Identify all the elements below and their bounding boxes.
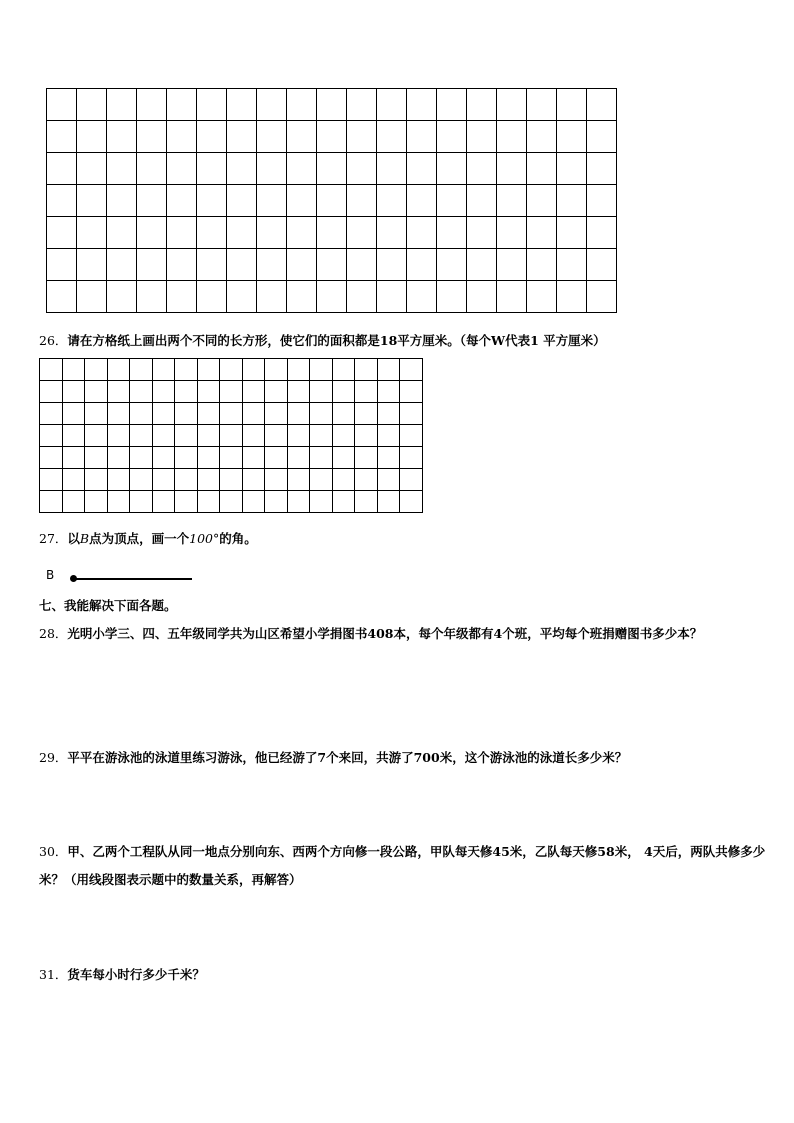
grid-cell [197,121,227,153]
grid-cell [227,249,257,281]
grid-cell [467,281,497,313]
grid-cell [377,425,400,447]
grid-cell [467,153,497,185]
grid-cell [377,491,400,513]
grid-cell [377,447,400,469]
grid-cell [557,217,587,249]
grid-cell [287,491,310,513]
grid-cell [220,447,243,469]
question-number: 29． [39,750,68,765]
grid-cell [85,359,108,381]
grid-cell [355,359,378,381]
grid-cell [287,249,317,281]
grid-cell [332,447,355,469]
grid-cell [587,249,617,281]
grid-cell [377,185,407,217]
grid-cell [40,469,63,491]
grid-cell [107,403,130,425]
grid-cell [310,491,333,513]
grid-cell [587,217,617,249]
grid-cell [47,249,77,281]
grid-row [40,469,423,491]
grid-cell [287,185,317,217]
grid-cell [497,249,527,281]
grid-cell [85,425,108,447]
grid-cell [310,469,333,491]
grid-cell [557,121,587,153]
grid-cell [62,491,85,513]
grid-cell [557,89,587,121]
grid-cell [377,249,407,281]
grid-cell [377,281,407,313]
square-grid-1 [46,88,617,313]
grid-cell [317,153,347,185]
grid-cell [197,249,227,281]
grid-cell [257,121,287,153]
grid-cell [62,359,85,381]
question-number: 30． [39,844,68,859]
grid-cell [347,281,377,313]
grid-cell [220,469,243,491]
question-text: 甲、乙两个工程队从同一地点分别向东、西两个方向修一段公路，甲队每天修45米，乙队每天修58米， 4天后，两队共修多少米？（用线段图表示题中的数量关系，再解答） [39,844,766,887]
grid-row [47,153,617,185]
grid-cell [437,121,467,153]
grid-cell [152,447,175,469]
grid-cell [332,425,355,447]
grid-cell [317,217,347,249]
grid-cell [197,425,220,447]
grid-cell [175,381,198,403]
grid-cell [40,381,63,403]
grid-cell [587,153,617,185]
grid-cell [107,249,137,281]
grid-cell [107,217,137,249]
grid-cell [557,281,587,313]
grid-cell [400,403,423,425]
grid-cell [355,469,378,491]
grid-cell [242,491,265,513]
grid-cell [527,153,557,185]
grid-cell [527,217,557,249]
grid-cell [137,89,167,121]
grid-cell [437,217,467,249]
grid-cell [310,425,333,447]
grid-cell [527,281,557,313]
grid-cell [377,359,400,381]
grid-cell [130,425,153,447]
grid-cell [287,153,317,185]
question-text: 货车每小时行多少千米？ [67,967,205,982]
grid-cell [257,89,287,121]
grid-row [40,425,423,447]
grid-cell [197,447,220,469]
grid-cell [175,359,198,381]
grid-cell [197,403,220,425]
grid-cell [197,89,227,121]
question-29 [39,750,627,766]
grid-cell [407,185,437,217]
grid-cell [377,89,407,121]
grid-cell [332,469,355,491]
grid-cell [175,425,198,447]
question-text: 光明小学三、四、五年级同学共为山区希望小学捐图书408本，每个年级都有4个班，平均每个班捐赠图书多少本？ [67,626,703,641]
grid-cell [152,491,175,513]
question-text-mid: 点为顶点，画一个 [89,531,190,546]
grid-cell [310,359,333,381]
grid-cell [220,381,243,403]
grid-cell [227,153,257,185]
grid-cell [347,217,377,249]
grid-cell [347,89,377,121]
grid-cell [265,425,288,447]
grid-row [47,185,617,217]
grid-cell [400,469,423,491]
grid-cell [287,89,317,121]
section-7-title: 七、我能解决下面各题。 [39,598,177,613]
grid-cell [167,249,197,281]
grid-cell [47,121,77,153]
grid-cell [85,469,108,491]
grid-cell [287,217,317,249]
grid-cell [407,89,437,121]
grid-cell [400,381,423,403]
grid-cell [347,249,377,281]
grid-cell [107,425,130,447]
question-28 [39,620,767,648]
grid-cell [62,447,85,469]
grid-cell [377,469,400,491]
question-number: 26． [39,333,68,348]
grid-cell [40,447,63,469]
grid-cell [557,185,587,217]
grid-cell [47,185,77,217]
grid-cell [40,491,63,513]
grid-cell [497,281,527,313]
grid-cell [557,153,587,185]
grid-cell [167,153,197,185]
grid-cell [130,469,153,491]
grid-cell [197,153,227,185]
question-text: 请在方格纸上画出两个不同的长方形，使它们的面积都是18平方厘米。（每个W代表1 平方厘米） [67,333,606,348]
grid-cell [85,491,108,513]
grid-cell [287,359,310,381]
grid-cell [332,381,355,403]
grid-cell [62,403,85,425]
grid-cell [287,425,310,447]
grid-row [47,281,617,313]
grid-cell [242,381,265,403]
question-30 [39,838,767,894]
grid-cell [242,425,265,447]
grid-cell [85,381,108,403]
grid-cell [77,121,107,153]
grid-cell [167,121,197,153]
grid-cell [47,217,77,249]
question-31 [39,967,205,983]
grid-cell [152,403,175,425]
grid-cell [47,89,77,121]
grid-cell [355,381,378,403]
grid-cell [257,249,287,281]
square-grid-2 [39,358,423,513]
grid-cell [437,153,467,185]
grid-cell [175,491,198,513]
grid-cell [497,153,527,185]
grid-row [40,359,423,381]
grid-cell [227,281,257,313]
grid-cell [437,281,467,313]
grid-cell [137,153,167,185]
point-name: B [79,531,90,546]
grid-cell [137,281,167,313]
grid-cell [355,447,378,469]
grid-cell [175,447,198,469]
grid-cell [317,281,347,313]
grid-cell [355,491,378,513]
grid-cell [137,249,167,281]
grid-cell [107,185,137,217]
grid-cell [265,381,288,403]
grid-cell [377,381,400,403]
grid-cell [407,153,437,185]
grid-cell [497,217,527,249]
grid-cell [527,249,557,281]
grid-cell [400,491,423,513]
grid-cell [467,249,497,281]
point-b-label: B [46,568,55,582]
grid-cell [220,359,243,381]
grid-cell [227,217,257,249]
grid-cell [497,185,527,217]
grid-cell [167,185,197,217]
grid-cell [265,469,288,491]
grid-cell [220,425,243,447]
grid-cell [467,121,497,153]
grid-cell [62,469,85,491]
grid-cell [167,281,197,313]
grid-row [40,381,423,403]
question-27 [39,531,257,547]
grid-cell [317,185,347,217]
grid-cell [77,185,107,217]
grid-cell [130,381,153,403]
grid-cell [265,491,288,513]
grid-cell [437,185,467,217]
grid-cell [355,403,378,425]
grid-cell [407,217,437,249]
grid-cell [400,425,423,447]
grid-cell [130,447,153,469]
grid-cell [332,403,355,425]
grid-cell [107,359,130,381]
grid-cell [197,491,220,513]
grid-row [40,491,423,513]
grid-cell [175,469,198,491]
grid-cell [332,359,355,381]
grid-cell [257,217,287,249]
grid-cell [107,381,130,403]
question-number: 27． [39,531,68,546]
grid-cell [40,403,63,425]
grid-cell [85,447,108,469]
grid-cell [265,359,288,381]
grid-cell [257,185,287,217]
grid-cell [167,89,197,121]
grid-cell [227,121,257,153]
grid-cell [287,121,317,153]
grid-cell [400,447,423,469]
angle-value: 100° [189,531,220,546]
grid-cell [437,249,467,281]
question-26 [39,333,606,349]
grid-cell [407,249,437,281]
grid-cell [197,381,220,403]
grid-cell [167,217,197,249]
grid-cell [152,359,175,381]
grid-cell [587,121,617,153]
grid-cell [242,403,265,425]
grid-cell [437,89,467,121]
grid-cell [77,89,107,121]
grid-cell [287,281,317,313]
grid-cell [77,217,107,249]
grid-cell [62,381,85,403]
grid-row [47,249,617,281]
question-text: 平平在游泳池的泳道里练习游泳，他已经游了7个来回，共游了700米，这个游泳池的泳道长多少米？ [67,750,628,765]
grid-cell [467,217,497,249]
grid-cell [227,89,257,121]
grid-cell [332,491,355,513]
grid-cell [265,403,288,425]
grid-cell [497,121,527,153]
grid-cell [197,469,220,491]
grid-cell [355,425,378,447]
question-text-post: 的角。 [219,531,257,546]
grid-cell [400,359,423,381]
grid-cell [347,153,377,185]
grid-cell [587,281,617,313]
grid-cell [287,447,310,469]
grid-cell [265,447,288,469]
grid-cell [220,491,243,513]
grid-cell [347,185,377,217]
grid-row [40,447,423,469]
grid-cell [527,89,557,121]
grid-cell [310,403,333,425]
grid-cell [527,185,557,217]
grid-row [40,403,423,425]
grid-cell [407,281,437,313]
grid-cell [197,217,227,249]
grid-cell [130,403,153,425]
grid-cell [242,447,265,469]
grid-cell [317,89,347,121]
grid-cell [587,185,617,217]
question-number: 31． [39,967,68,982]
grid-cell [557,249,587,281]
grid-cell [175,403,198,425]
grid-cell [287,469,310,491]
grid-cell [197,185,227,217]
grid-cell [467,89,497,121]
grid-row [47,89,617,121]
grid-cell [407,121,437,153]
grid-cell [242,359,265,381]
grid-cell [77,153,107,185]
grid-cell [62,425,85,447]
grid-cell [257,153,287,185]
grid-row [47,217,617,249]
question-text-pre: 以 [67,531,80,546]
grid-cell [377,153,407,185]
grid-cell [107,447,130,469]
grid-cell [130,491,153,513]
question-number: 28． [39,626,68,641]
grid-cell [85,403,108,425]
grid-cell [137,185,167,217]
grid-cell [107,89,137,121]
grid-cell [242,469,265,491]
grid-cell [377,403,400,425]
grid-cell [287,403,310,425]
grid-row [47,121,617,153]
grid-cell [347,121,377,153]
grid-cell [377,121,407,153]
grid-cell [310,381,333,403]
grid-cell [257,281,287,313]
grid-cell [137,121,167,153]
grid-cell [107,121,137,153]
grid-cell [227,185,257,217]
grid-cell [197,281,227,313]
grid-cell [197,359,220,381]
grid-cell [152,381,175,403]
grid-cell [40,359,63,381]
grid-cell [152,425,175,447]
grid-cell [130,359,153,381]
grid-cell [107,153,137,185]
grid-cell [527,121,557,153]
grid-cell [137,217,167,249]
grid-cell [40,425,63,447]
grid-cell [47,281,77,313]
grid-cell [317,249,347,281]
ray-from-b [72,578,192,580]
grid-cell [152,469,175,491]
grid-cell [587,89,617,121]
grid-cell [467,185,497,217]
grid-cell [310,447,333,469]
grid-cell [107,491,130,513]
grid-cell [47,153,77,185]
grid-cell [220,403,243,425]
grid-cell [317,121,347,153]
grid-cell [497,89,527,121]
grid-cell [107,281,137,313]
grid-cell [107,469,130,491]
grid-cell [77,249,107,281]
grid-cell [377,217,407,249]
grid-cell [77,281,107,313]
grid-cell [287,381,310,403]
